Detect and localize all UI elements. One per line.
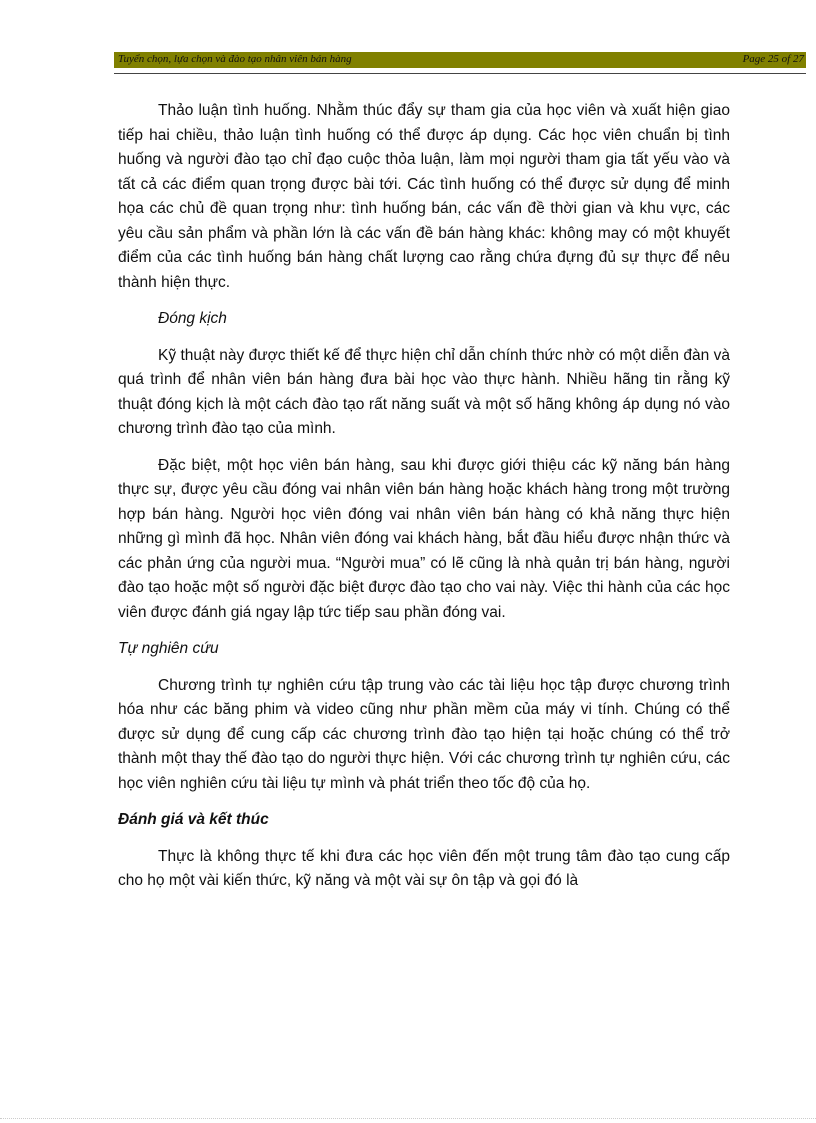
page-number: Page 25 of 27 — [742, 53, 804, 65]
paragraph-self-study: Chương trình tự nghiên cứu tập trung vào các tài liệu học tập được chương trình hóa như các băng phim và video cũng như phần mềm của máy vi tính. Chúng có thể được sử dụng để cung cấp các chương trình đào tạo hiện tại hoặc chúng có thể trở thành một thay thế đào tạo do người thực hiện. Với các chương trình tự nghiên cứu, các học viên nghiên cứu tài liệu tự mình và phát triển theo tốc độ của họ. — [118, 676, 730, 792]
page-bottom-border — [0, 1118, 816, 1119]
heading-evaluation: Đánh giá và kết thúc — [118, 811, 269, 828]
paragraph-role-play-intro: Kỹ thuật này được thiết kế để thực hiện chỉ dẫn chính thức nhờ có một diễn đàn và quá trình để nhân viên bán hàng đưa bài học vào thực hành. Nhiều hãng tin rằng kỹ thuật đóng kịch là một cách đào tạo rất năng suất và một số hãng không áp dụng nó vào chương trình đào tạo của mình. — [118, 346, 730, 437]
heading-role-play: Đóng kịch — [158, 310, 227, 327]
paragraph-role-play-detail: Đặc biệt, một học viên bán hàng, sau khi được giới thiệu các kỹ năng bán hàng thực sự, được yêu cầu đóng vai nhân viên bán hàng hoặc khách hàng trong một trường hợp bán hàng. Người học viên đóng vai nhân viên bán hàng có khả năng thực hiện những gì mình đã học. Nhân viên đóng vai khách hàng, bắt đầu hiểu được nhận thức và các phản ứng của người mua. “Người mua” có lẽ cũng là nhà quản trị bán hàng, người đào tạo hoặc một số người đặc biệt được đào tạo cho vai này. Việc thi hành của các học viên được đánh giá ngay lập tức tiếp sau phần đóng vai. — [118, 456, 730, 621]
page-content — [118, 99, 730, 906]
page-header-bar — [114, 52, 806, 68]
paragraph-case-discussion: Thảo luận tình huống. Nhằm thúc đẩy sự tham gia của học viên và xuất hiện giao tiếp hai chiều, thảo luận tình huống có thể được áp dụng. Các học viên chuẩn bị tình huống và người đào tạo chỉ đạo cuộc thỏa luận, làm mọi người tham gia tất yếu vào và tất cả các điểm quan trọng được bài tới. Các tình huống có thể được sử dụng để minh họa các chủ đề quan trọng như: tình huống bán, các vấn đề thời gian và khu vực, các yêu cầu sản phẩm và phần lớn là các vấn đề bán hàng khác: không may có một khuyết điểm của các tình huống bán hàng chất lượng cao rằng chứa đựng đủ sự thực để nêu thành hiện thực. — [118, 102, 730, 291]
document-title: Tuyển chọn, lựa chọn và đào tạo nhân viên bán hàng — [118, 53, 352, 65]
header-divider — [114, 73, 806, 74]
heading-self-study: Tự nghiên cứu — [118, 640, 219, 657]
paragraph-evaluation: Thực là không thực tế khi đưa các học viên đến một trung tâm đào tạo cung cấp cho họ một vài kiến thức, kỹ năng và một vài sự ôn tập và gọi đó là — [118, 847, 730, 889]
